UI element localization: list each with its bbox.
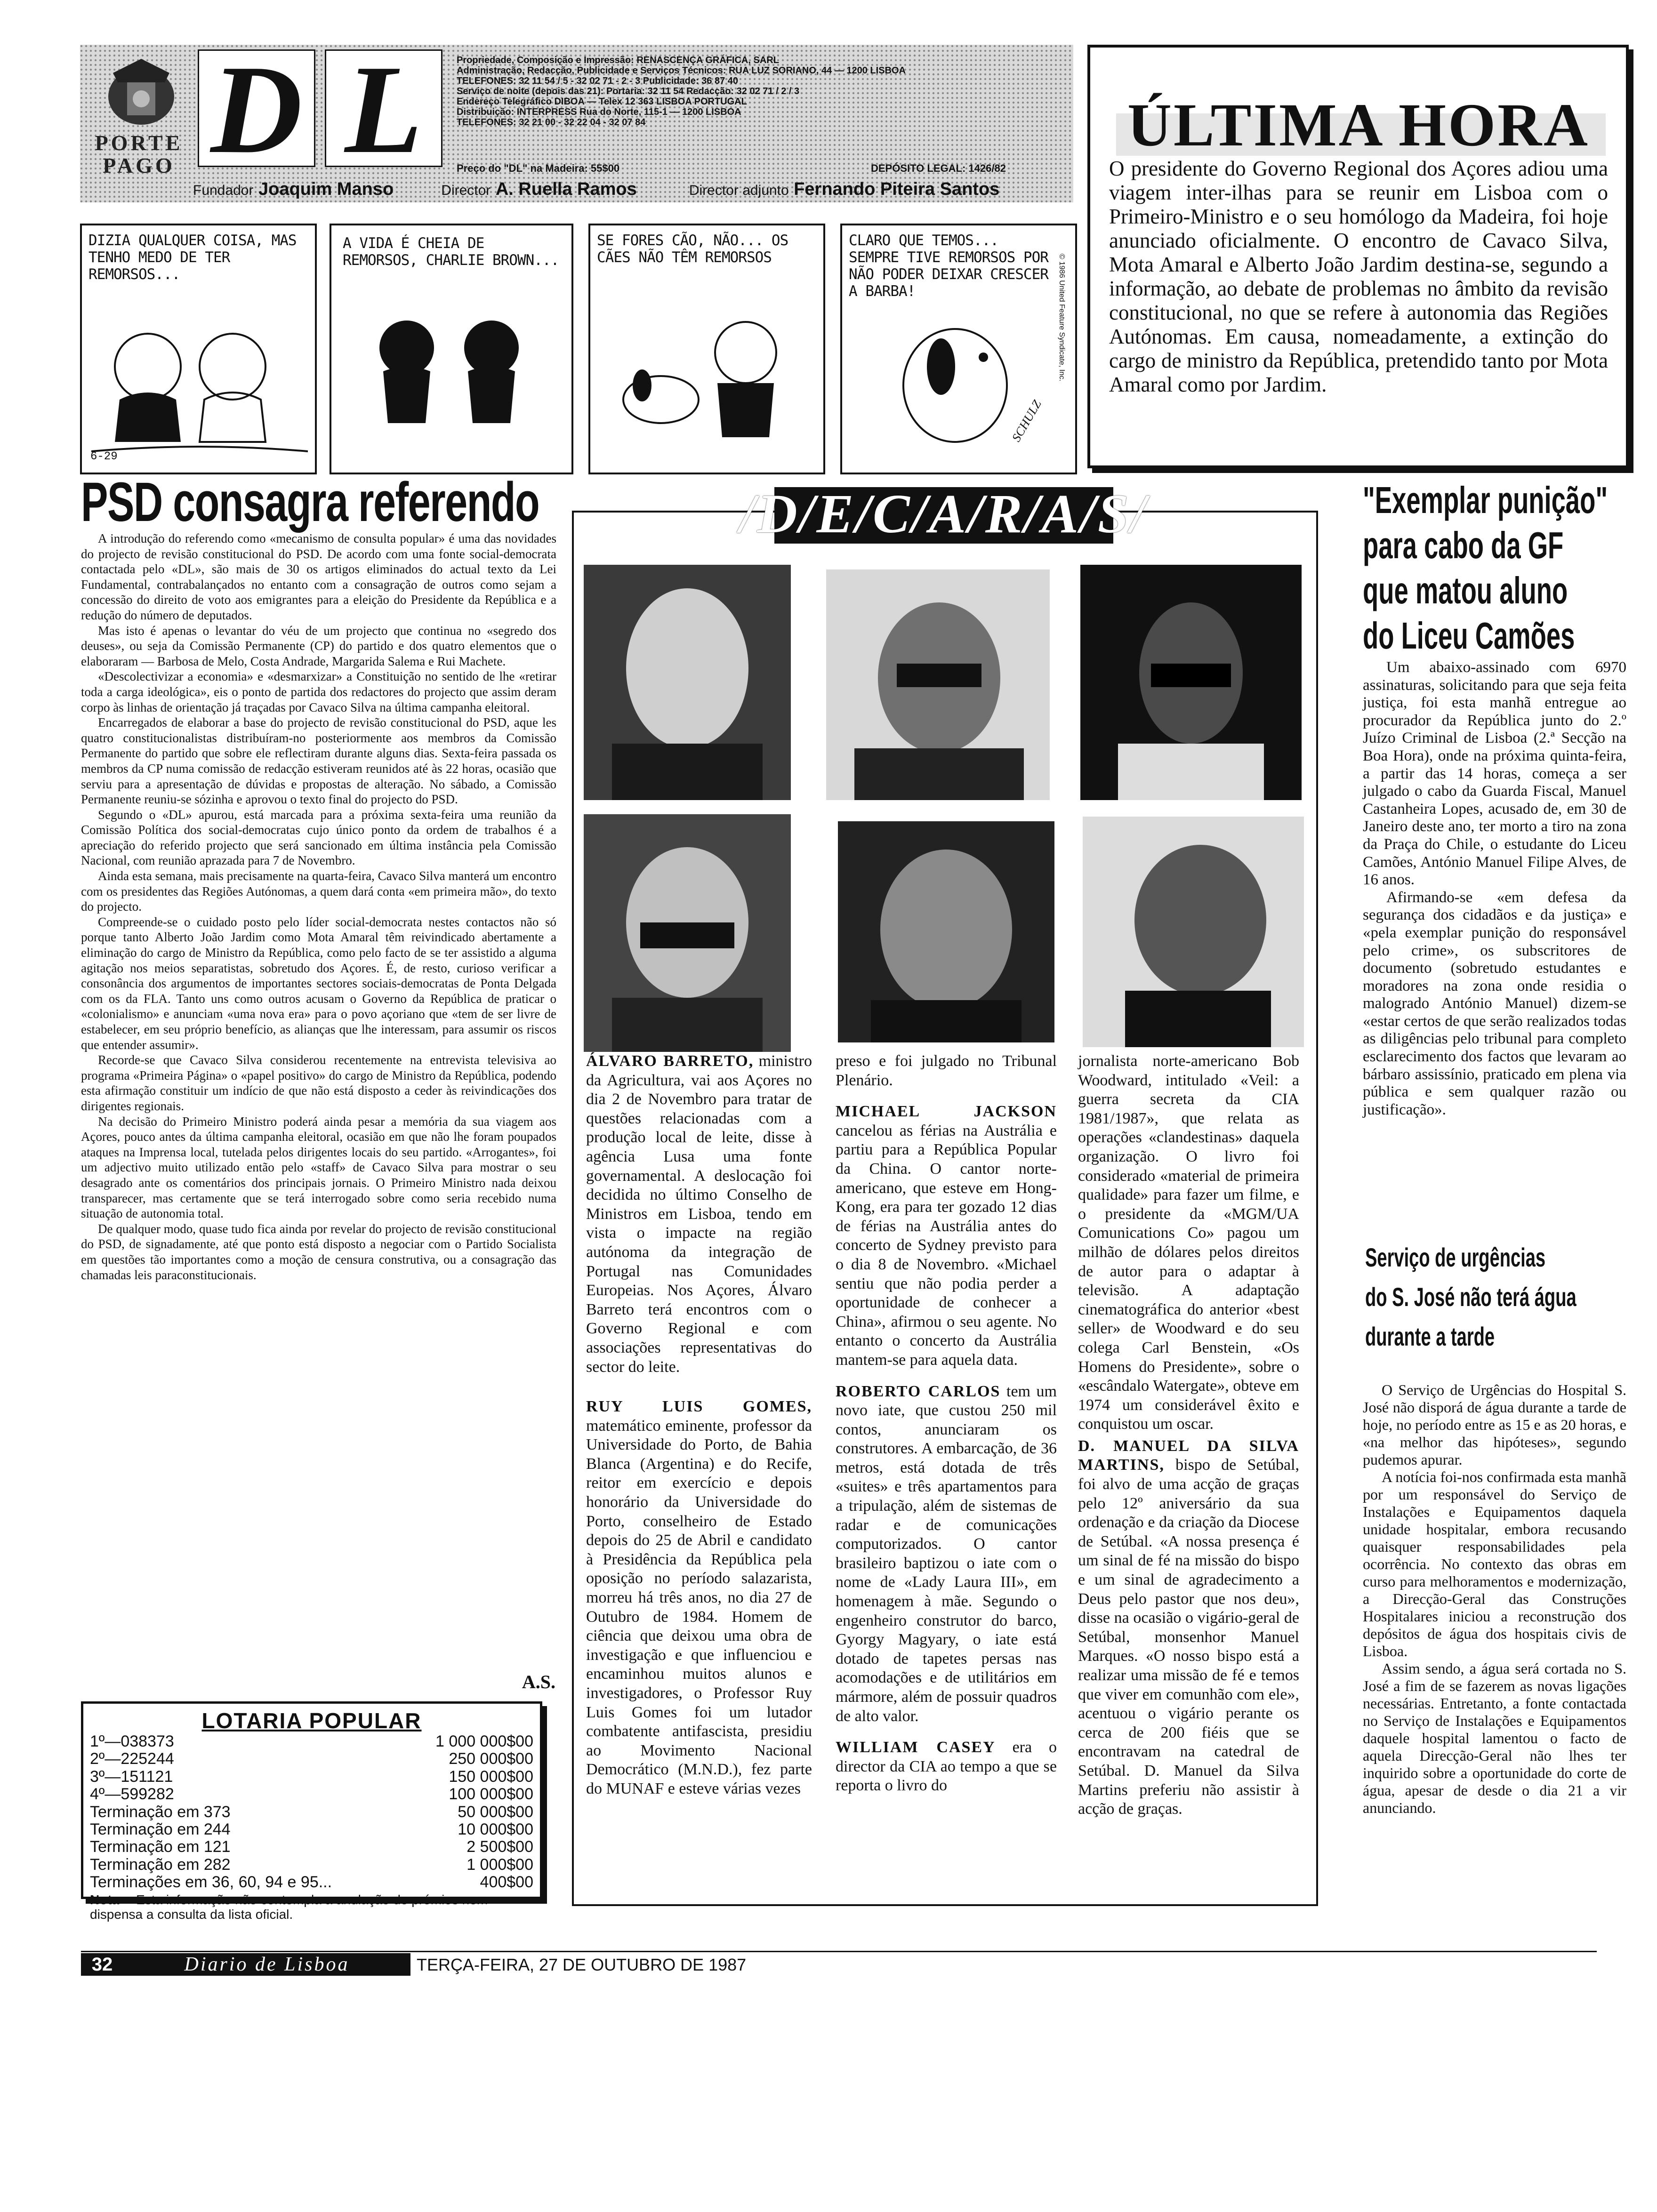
- footer-page-number: 32: [81, 1953, 123, 1976]
- lotaria-row: Terminação em 121 2 500$00: [90, 1838, 533, 1856]
- decaras-col-3: [1078, 1052, 1299, 1822]
- urgencias-headline: Serviço de urgências do S. José não terá água durante a tarde: [1365, 1242, 1577, 1351]
- lotaria-box: [81, 1701, 542, 1922]
- photo-roberto-carlos: [584, 814, 791, 1052]
- ultima-hora-box: [1087, 45, 1629, 468]
- ultima-hora-text: O presidente do Governo Regional dos Açores adiou uma viagem inter-ilhas para se reunir em Lisboa com o Primeiro-Ministro e o seu homólogo da Madeira, foi hoje anunciado oficialmente. O encontro de Cavaco Silva, Mota Amaral e Alberto João Jardim destina-se, segundo a informação, ao debate de problemas no âmbito da revisão constitucional, no que se refere à autonomia das Regiões Autónomas. Em causa, nomeadamente, a extinção do cargo de ministro da República, pretendido tanto por Mota Amaral como por Jardim.: [1109, 157, 1608, 396]
- decaras-item: MICHAEL JACKSON cancelou as férias na Austrália e partiu para a República Popular da China. O cantor norte-americano, que esteve em Hong-Kong, era para ter gozado 12 dias de férias na Austrália antes do concerto de Sydney previsto para o dia 8 de Novembro. «Michael sentiu que não podia perder a oportunidade de conhecer a China», afirmou o seu agente. No entanto o concerto da Austrália mantem-se para aquela data.: [836, 1103, 1057, 1369]
- lotaria-row: 4º—599282 100 000$00: [90, 1785, 533, 1803]
- snoopy-linus-drawing: [590, 296, 823, 470]
- comic-panel-4: [840, 224, 1077, 474]
- charlie-linus-drawing: [82, 310, 315, 470]
- psd-article-body: A introdução do referendo como «mecanismo de consulta popular» é uma das novidades do projecto de revisão constitucional do PSD. De acordo com uma fonte social-democrata contactada pelo «DL», são mais de 30 os artigos eliminados do actual texto da Lei Fundamental, contrabalançados no entanto com a consagração de outros como sejam a concessão do direito de voto aos emigrantes para a eleição do Presidente da República e a redução do número de deputados. Mas isto é apenas o levantar do véu de um projecto que continua no «segredo dos deuses», ou seja da Comissão Permanente (CP) do partido e dos quatro elementos que o elaboraram — Barbosa de Melo, Costa Andrade, Margarida Salema e Rui Machete. «Descolectivizar a economia» e «desmarxizar» a Constituição no sentido de lhe «retirar toda a carga ideológica», eis o ponto de partida dos redactores do projecto que assim deram corpo às linhas de orientação já traçadas por Cavaco Silva na última campanha eleitoral. Encarregados de elaborar a base do projecto de revisão constitucional do PSD, aque les quatro constitucionalistas distribuíram-no posteriormente aos membros da Comissão Permanente do partido que sobre ele reflectiram durante alguns dias. Sexta-feira passada os membros da CP numa comissão de redacção estiveram reunidos até às 22 horas, ocasião que serviu para a apresentação de dúvidas e propostas de alteração. No sábado, a Comissão Permanente reuniu-se sózinha e aprovou o texto final do projecto do PSD. Segundo o «DL» apurou, está marcada para a próxima sexta-feira uma reunião da Comissão Política dos social-democratas cujo único ponto da ordem de trabalhos é a apreciação do referido projecto que será sancionado em última instância pela Comissão Nacional, com reunião aprazada para 7 de Novembro. Ainda esta semana, mais precisamente na quarta-feira, Cavaco Silva manterá um encontro com os presidentes das Regiões Autónomas, a quem dará conta «em primeira mão», do texto do projecto. Compreende-se o cuidado posto pelo líder social-democrata nestes contactos não só porque tanto Alberto João Jardim como Mota Amaral têm reivindicado abertamente a eliminação do cargo de Ministro da República, como pelo facto de se ter assistido a alguma agitação nos meios separatistas, sobretudo dos Açores. É, de resto, curioso verificar a consonância dos argumentos de importantes sectores sociais-democratas de Ponta Delgada com os da FLA. Tanto uns como outros acusam o Governo da República de praticar o «colonialismo» e anunciam «uma nova era» para o povo açoriano que «tem de ser livre de estabelecer, em seu próprio benefício, as alianças que lhe interessam, para assumir os riscos que entender assumir». Recorde-se que Cavaco Silva considerou recentemente na entrevista televisiva ao programa «Primeira Página» o «papel positivo» do cargo de Ministro da República, podendo esta afirmação constituir um indício de que não está disposto a ceder às reivindicações dos dirigentes regionais. Na decisão do Primeiro Ministro poderá ainda pesar a memória da sua viagem aos Açores, pouco antes da última campanha eleitoral, ocasião em que não lhe foram poupados ataques na Imprensa local, tutelada pelos dirigentes locais do seu partido. «Arrogantes», foi um adjectivo muito utilizado então pelo «staff» de Cavaco Silva para mostrar o seu desagrado ante os comentários dos principais jornais. O Primeiro Ministro nada deixou transparecer, mas certamente que se terá interrogado sobre como seria recebido numa situação de autonomia total. De qualquer modo, quase tudo fica ainda por revelar do projecto de revisão constitucional do PSD, de signadamente, até que ponto está disposto a negociar com o Partido Socialista em questões tão importantes como a moção de censura construtiva, ou a consagração das chamadas leis paraconstitucionais.: [81, 531, 556, 1282]
- decaras-title: /D/E/C/A/R/A/S/: [740, 483, 1148, 545]
- silhouettes-drawing: [331, 301, 571, 470]
- photo-michael-jackson: [1080, 565, 1302, 800]
- decaras-item: D. MANUEL DA SILVA MARTINS, bispo de Setúbal, foi alvo de uma acção de graças pelo 12º aniversário da sua ordenação e da criação da Diocese de Setúbal. «A nossa presença é um sinal de fé na missão do bispo e um sinal de agradecimento a Deus pelo pastor que nos deu», disse na ocasião o vigário-geral de Setúbal, monsenhor Manuel Marques. «O nosso bispo está a realizar uma missão de fé e temos que viver em comunhão com ele», acentuou o vigário perante os cerca de 200 fiéis que se encontravam na catedral de Setúbal. D. Manuel da Silva Martins preferiu não assistir à acção de graças.: [1078, 1437, 1299, 1818]
- psd-headline: PSD consagra referendo: [81, 471, 539, 533]
- footer-date: TERÇA-FEIRA, 27 DE OUTUBRO DE 1987: [417, 1955, 747, 1974]
- comic-bubble-3: SE FORES CÃO, NÃO... OS CÃES NÃO TÊM REMORSOS: [597, 232, 788, 266]
- comic-credit: © 1986 United Feature Syndicate, Inc.: [1058, 254, 1066, 382]
- porte-pago-label: PORTE PAGO: [95, 131, 183, 177]
- imprint: Propriedade, Composição e Impressão: RENASCENÇA GRÁFICA, SARL Administração, Redacção, Publicidade e Serviços Técnicos: RUA LUZ SORIANO, 44 — 1200 LISBOA TELEFONES: 32 11 54 / 5 - 32 02 71 - 2 - 3 Publicidade: 36 87 40 Serviço de noite (depois das 21): Portaria: 32 11 54 Redacção: 32 02 71 / 2 / 3 Endereço Telegráfico DIBOA — Telex 12 363 LISBOA PORTUGAL Distribuição: INTERPRESS Rua do Norte, 115-1 — 1200 LISBOA TELEFONES: 32 21 00 - 32 22 04 - 32 07 84: [457, 55, 906, 128]
- photo-william-casey: [826, 569, 1050, 800]
- logo-l: L: [325, 49, 442, 167]
- decaras-item: RUY LUIS GOMES, matemático eminente, professor da Universidade do Porto, de Bahia Blanca (Argentina) e do Recife, reitor em exercício e depois honorário da Universidade do Porto, conselheiro de Estado depois do 25 de Abril e candidato à Presidência da República pela oposição no período salazarista, morreu há três anos, no dia 27 de Outubro de 1984. Homem de ciência que deixou uma obra de investigação e que influenciou e encaminhou muitos alunos e investigadores, o Professor Ruy Luis Gomes foi um lutador combatente antifascista, presidiu ao Movimento Nacional Democrático (M.N.D.), fez parte do MUNAF e esteve várias vezes: [586, 1398, 812, 1797]
- decaras-item: preso e foi julgado no Tribunal Plenário.: [836, 1052, 1057, 1089]
- lotaria-rows: [90, 1733, 533, 1891]
- ultima-hora-title: ÚLTIMA HORA: [1127, 91, 1590, 159]
- photo-d-manuel-martins: [1083, 817, 1304, 1047]
- decaras-item: jornalista norte-americano Bob Woodward, intitulado «Veil: a guerra secreta da CIA 1981/1987», que relata as operações «clandestinas» daquela organização. O livro foi considerado «material de primeira qualidade» para fazer um filme, e o presidente da «MGM/UA Comunications Co» pagou um milhão de dólares pelos direitos de autor para o adaptar à televisão. A adaptação cinematográfica do anterior «best seller» de Woodward e do seu colega Carl Benstein, «Os Homens do Presidente», sobre o «escândalo Watergate», obteve em 1974 um considerável êxito e conquistou um oscar.: [1078, 1052, 1299, 1433]
- logo-d: D: [198, 49, 315, 167]
- masthead: [80, 39, 1073, 202]
- comic-signature: SCHULZ: [1009, 398, 1044, 444]
- lotaria-row: Terminação em 373 50 000$00: [90, 1803, 533, 1821]
- staff-line: Fundador Joaquim Manso Director A. Ruella Ramos Director adjunto Fernando Piteira Santos: [193, 179, 1000, 199]
- gf-article-body: Um abaixo-assinado com 6970 assinaturas, solicitando para que seja feita justiça, foi esta manhã entregue ao procurador da República junto do 2.º Juízo Criminal de Lisboa (2.ª Secção na Boa Hora), onde na próxima quinta-feira, a partir das 14 horas, começa a ser julgado o cabo da Guarda Fiscal, Manuel Castanheira Lopes, acusado de, em 30 de Janeiro deste ano, ter morto a tiro na zona da Praça do Chile, o estudante do Liceu Camões, António Manuel Filipe Alves, de 16 anos. Afirmando-se «em defesa da segurança dos cidadãos e da justiça» e «pela exemplar punição do responsável pelo crime», os subscritores de documento (sobretudo estudantes e moradores na zona onde residia o malogrado António Manuel) dizem-se «estar certos de que serão realizados todas as diligências pelo tribunal para completo esclarecimento dos factos que levaram ao bárbaro assissínio, praticado em plena via pública e sem qualquer razão ou justificação».: [1363, 659, 1626, 1118]
- lotaria-title: LOTARIA POPULAR: [201, 1708, 422, 1733]
- price: Preço do "DL" na Madeira: 55$00: [457, 162, 620, 174]
- photo-alvaro-barreto: [584, 565, 791, 800]
- lotaria-row: Terminações em 36, 60, 94 e 95... 400$00: [90, 1873, 533, 1891]
- lotaria-row: 3º—151121 150 000$00: [90, 1767, 533, 1786]
- comic-panel-1: [80, 224, 317, 474]
- psd-signature: A.S.: [522, 1671, 555, 1692]
- comic-panel-2: [330, 224, 573, 474]
- footer-rule: [81, 1951, 1597, 1952]
- urgencias-article-body: O Serviço de Urgências do Hospital S. José não disporá de água durante a tarde de hoje, no período entre as 15 e as 20 horas, e «na melhor das hipóteses», segundo pudemos apurar. A notícia foi-nos confirmada esta manhã por um responsável do Serviço de Instalações e Equipamentos daquela unidade hospitalar, embora recusando quaisquer responsabilidades pela ocorrência. No contexto das obras em curso para melhoramentos e modernização, a Direcção-Geral das Construções Hospitalares iniciou a reconstrução dos depósitos de água dos hospitais civis de Lisboa. Assim sendo, a água será cortada no S. José a fim de se fazerem as novas ligações necessárias. Entretanto, a fonte contactada no Serviço de Instalações e Equipamentos daquele hospital lamentou o facto de aquela Direcção-Geral não lhes ter inquirido sobre a oportunidade do corte de água, apesar de desde o dia 21 a vir anunciando.: [1363, 1381, 1626, 1816]
- decaras-item: WILLIAM CASEY era o director da CIA ao tempo a que se reporta o livro do: [836, 1739, 1057, 1795]
- decaras-item: ROBERTO CARLOS tem um novo iate, que custou 250 mil contos, anunciaram os construtores. A embarcação, de 36 metros, está dotada de três «suites» e três apartamentos para a tripulação, além de sistemas de radar e de comunicações computorizados. O cantor brasileiro baptizou o iate com o nome de «Lady Laura III», em homenagem à mãe. Segundo o engenheiro construtor do barco, Gyorgy Magyary, o iate está dotado de tapetes persas nas acomodações e de utilitários em mármore, além de possuir quadros de alto valor.: [836, 1382, 1057, 1725]
- snoopy-drawing: [842, 315, 1075, 470]
- comic-bubble-4: CLARO QUE TEMOS... SEMPRE TIVE REMORSOS POR NÃO PODER DEIXAR CRESCER A BARBA!: [849, 232, 1048, 300]
- deposito-legal: DEPÓSITO LEGAL: 1426/82: [871, 162, 1006, 174]
- comic-bubble-2: A VIDA É CHEIA DE REMORSOS, CHARLIE BROWN...: [343, 235, 559, 269]
- decaras-col-2: [836, 1052, 1057, 1798]
- comic-panel-3: [588, 224, 825, 474]
- decaras-item: ÁLVARO BARRETO, ministro da Agricultura, vai aos Açores no dia 2 de Novembro para tratar de questões relacionadas com a produção local de leite, disse à agência Lusa uma fonte governamental. A deslocação foi decidida no último Conselho de Ministros em Lisboa, tendo em vista o impacte na região autónoma da integração de Portugal nas Comunidades Europeias. Nos Açores, Álvaro Barreto terá encontros com o Governo Regional e com associações representativas do sector do leite.: [586, 1052, 812, 1376]
- comic-date: 6-29: [90, 450, 118, 463]
- footer-paper-name: Diario de Lisboa: [123, 1953, 410, 1976]
- comic-bubble-1: DIZIA QUALQUER COISA, MAS TENHO MEDO DE TER REMORSOS...: [88, 232, 297, 283]
- lotaria-row: Terminação em 282 1 000$00: [90, 1855, 533, 1874]
- lotaria-row: 2º—225244 250 000$00: [90, 1750, 533, 1768]
- photo-ruy-luis-gomes: [838, 821, 1054, 1042]
- lotaria-row: Terminação em 244 10 000$00: [90, 1820, 533, 1839]
- lotaria-row: 1º—038373 1 000 000$00: [90, 1732, 533, 1750]
- coat-of-arms-icon: [94, 54, 188, 129]
- decaras-col-1: [586, 1052, 812, 1802]
- lotaria-note: Nota— Esta informação não contempla a anulação de prémios nem dispensa a consulta da lista oficial.: [90, 1892, 488, 1922]
- gf-headline: "Exemplar punição" para cabo da GF que matou aluno do Liceu Camões: [1363, 479, 1608, 657]
